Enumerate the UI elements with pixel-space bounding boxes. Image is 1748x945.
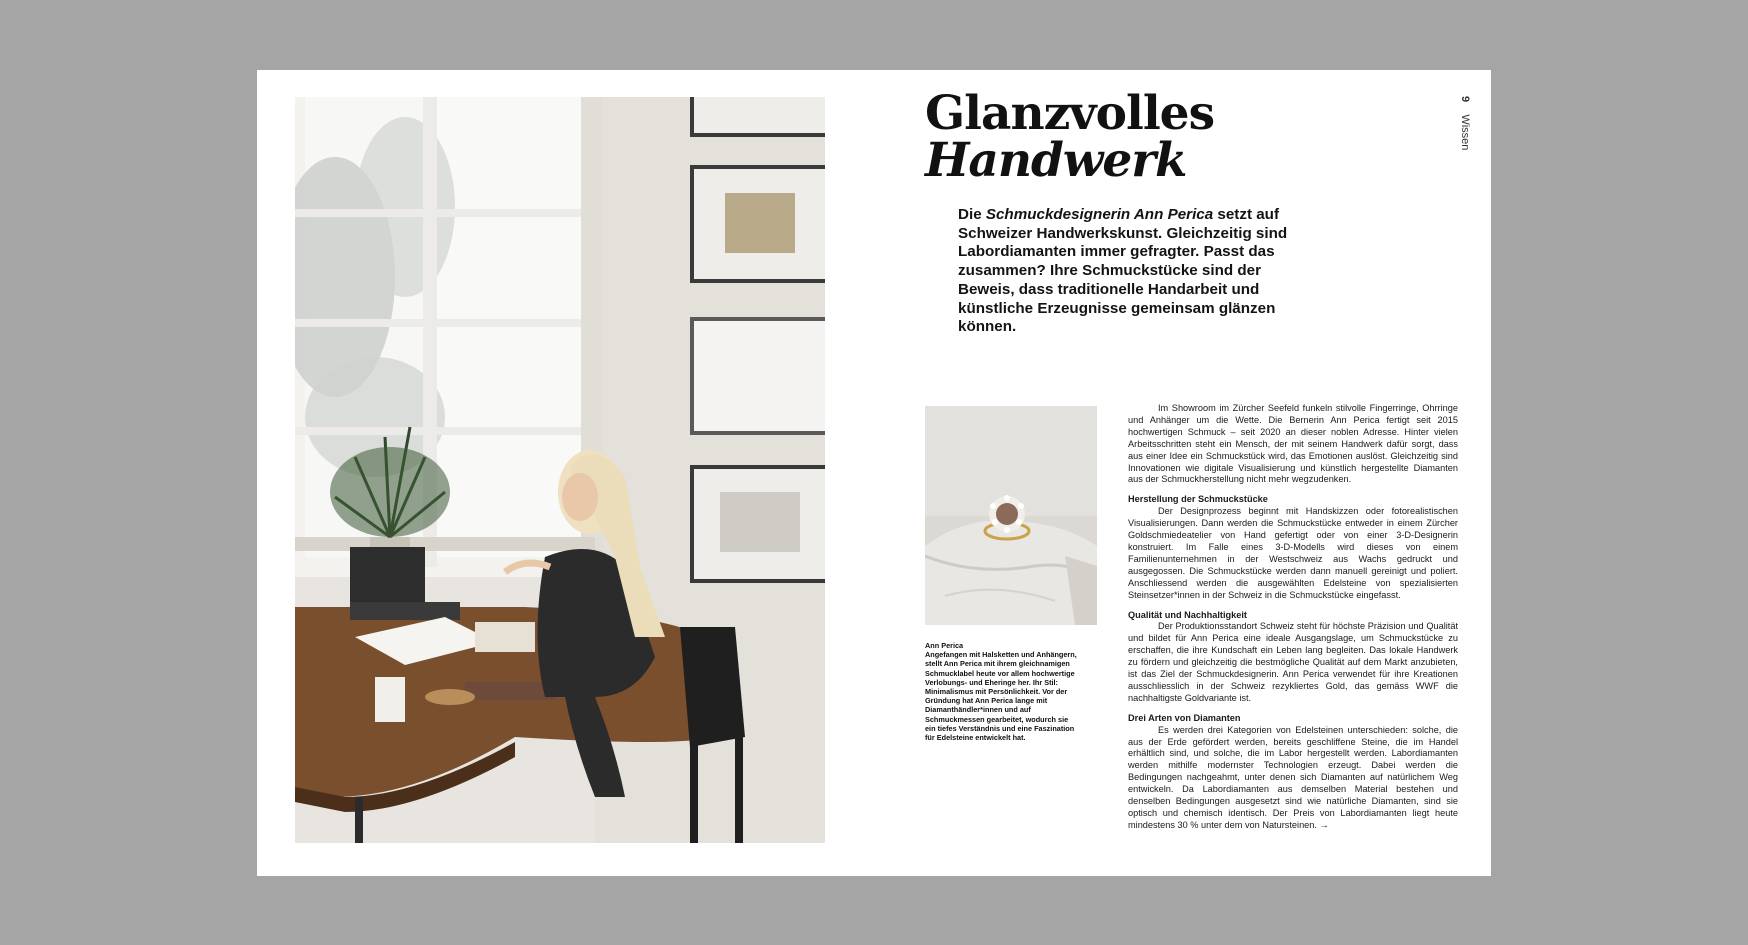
intro-paragraph: Im Showroom im Zürcher Seefeld funkeln stilvolle Fingerringe, Ohrringe und Anhänger um die Wette. Die Bernerin Ann Perica fertigt seit 2015 hochwertigen Schmuck – seit 2020 an dieser noblen Adresse. Hinter vielen Arbeitsschritten steht ein Mensch, der mit seinem Handwerk dafür sorgt, dass aus einer Idee ein Schmuckstück wird, das Emotionen auslöst. Gleichzeitig sind Innovationen wie digitale Visualisierung und künstlich hergestellte Diamanten aus der Schmuckherstellung nicht mehr wegzudenken.: [1128, 403, 1458, 485]
section-paragraph-last: [1128, 725, 1458, 832]
ring-photo: [925, 406, 1097, 625]
section-heading: Drei Arten von Diamanten: [1128, 712, 1241, 723]
lead-emphasis: Schmuckdesignerin Ann Perica: [985, 206, 1214, 223]
article-body: [1128, 403, 1458, 832]
page-number: 9: [1459, 96, 1471, 103]
title-line-1: Glanzvolles: [925, 86, 1215, 141]
section-heading: Qualität und Nachhaltigkeit: [1128, 609, 1247, 620]
magazine-spread: [257, 70, 1491, 876]
lead-text-rest: setzt auf Schweizer Handwerkskunst. Gleichzeitig sind Labordiamanten immer gefragter. Passt das zusammen? Ihre Schmuckstücke sind der Beweis, dass traditionelle Handarbeit und künstliche Erzeugnisse gemeinsam glänzen können.: [958, 206, 1288, 336]
section-label: Wissen: [1459, 114, 1471, 151]
lead-paragraph: [958, 206, 1288, 337]
section-heading: Herstellung der Schmuckstücke: [1128, 494, 1268, 505]
caption-text: Angefangen mit Halsketten und Anhängern, stellt Ann Perica mit ihrem gleichnamigen Schmucklabel heute vor allem hochwertige Verlobungs- und Eheringe her. Ihr Stil: Minimalismus mit Persönlichkeit. Vor der Gründung hat Ann Perica lange mit Diamanthändler*innen und auf Schmuckmessen gearbeitet, wodurch sie ein tiefes Verständnis und eine Faszination für Edelsteine entwickelt hat.: [925, 650, 1077, 743]
section-paragraph-text: Es werden drei Kategorien von Edelsteinen unterschieden: solche, die aus der Erde gefördert werden, bereits geschliffene Steine, die im Handel erhältlich sind, und solche, die im Labor hergestellt werden. Labordiamanten werden mithilfe modernster Technologien erzeugt. Dabei werden die Bedingungen nachgeahmt, unter denen sich Diamanten auf natürlichem Weg entwickeln. Da Labordiamanten aus demselben Material bestehen und denselben Bedingungen ausgesetzt sind wie natürliche Diamanten, sind sie optisch und chemisch identisch. Der Preis von Labordiamanten liegt heute mindestens 30 % unter dem von Natursteinen.: [1128, 724, 1458, 830]
main-photo: [295, 97, 825, 843]
lead-text-start: Die: [958, 206, 986, 223]
image-caption: [925, 641, 1077, 742]
section-paragraph: Der Designprozess beginnt mit Handskizzen oder fotorealistischen Visualisierungen. Dann werden die Schmuckstücke entweder in einem Zürcher Goldschmiedeatelier von Hand gefertigt oder von einer 3-D-Designerin konstruiert. Im Falle eines 3-D-Modells wird dieses von einem Familienunternehmen in der Westschweiz aus Wachs gedruckt und ausgegossen. Die Schmuckstücke werden dann manuell gereinigt und poliert. Anschliessend werden die ausgewählten Edelsteine von spezialisierten Steinsetzer*innen in der Schweiz in die Schmuckstücke eingefasst.: [1128, 506, 1458, 600]
section-marker: [1457, 96, 1473, 166]
continue-arrow-icon: →: [1319, 819, 1329, 830]
article-title: [925, 86, 1215, 188]
section-paragraph: Der Produktionsstandort Schweiz steht für höchste Präzision und Qualität und bildet für Ann Perica eine ideale Ausgangslage, um Schmuckstücke zu erschaffen, die ihre Kundschaft ein Leben lang begleiten. Das lokale Handwerk zu fördern und gleichzeitig die bestmögliche Qualität auf dem Markt anzubieten, ist das Ziel der Schmuckdesignerin. Ann Perica verwendet für ihre Kreationen ausschliesslich in der Schweiz rezykliertes Gold, das gemäss WWF die nachhaltigste Goldvariante ist.: [1128, 621, 1458, 703]
title-line-2: Handwerk: [925, 133, 1187, 188]
caption-name: Ann Perica: [925, 641, 964, 650]
